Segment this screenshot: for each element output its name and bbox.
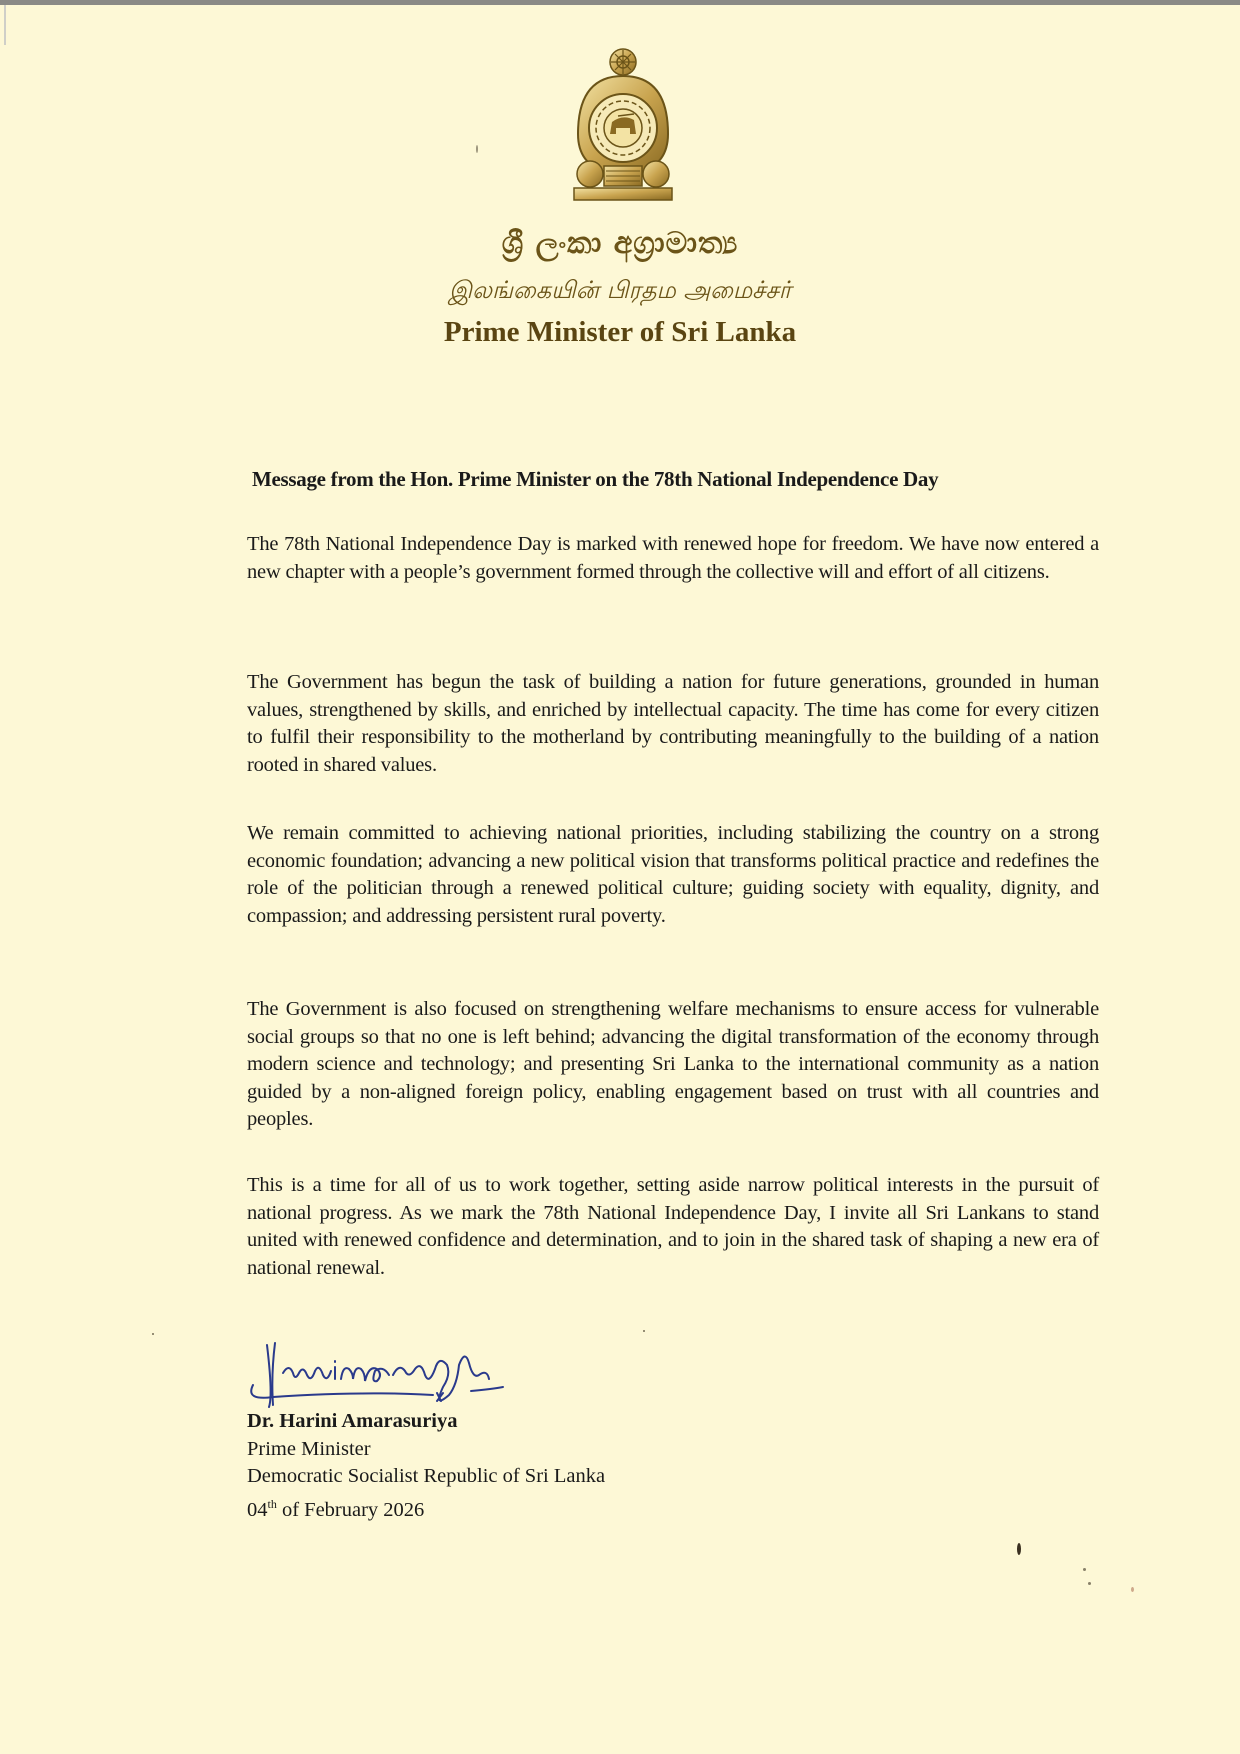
paragraph-2: The Government has begun the task of building a nation for future generations, grounded in human values, strengthened by skills, and enriched by intellectual capacity. The time has come for every citizen to fulfil their responsibility to the motherland by contributing meaningfully to the building of a nation rooted in shared values. — [247, 671, 1099, 776]
paragraph-4: The Government is also focused on strengthening welfare mechanisms to ensure access for vulnerable social groups so that no one is left behind; advancing the digital transformation of the economy through modern science and technology; and presenting Sri Lanka to the international community as a nation guided by a non-aligned foreign policy, enabling engagement based on trust with all countries and peoples. — [247, 998, 1099, 1130]
handwritten-signature — [243, 1335, 573, 1415]
scan-speck — [1088, 1582, 1091, 1585]
date-month-year: of February 2026 — [276, 1498, 425, 1521]
scan-left-edge — [4, 5, 6, 45]
scan-speck — [1083, 1568, 1086, 1571]
state-emblem-icon — [568, 44, 678, 206]
signatory-country: Democratic Socialist Republic of Sri Lanka — [247, 1465, 606, 1487]
signatory-block — [247, 1408, 605, 1524]
date-day: 04 — [247, 1498, 268, 1521]
scan-speck — [476, 145, 478, 153]
paragraph-1: The 78th National Independence Day is marked with renewed hope for freedom. We have now entered a new chapter with a people’s government formed through the collective will and effort of all citizens. — [247, 533, 1099, 583]
paragraph-3: We remain committed to achieving national priorities, including stabilizing the country on a strong economic foundation; advancing a new political vision that transforms political practice and redefines the role of the politician through a renewed political culture; guiding society with equality, dignity, and compassion; and addressing persistent rural poverty. — [247, 822, 1099, 927]
signature-date — [247, 1491, 605, 1524]
scan-speck — [643, 1330, 645, 1332]
scan-speck — [152, 1333, 154, 1335]
scan-speck — [1017, 1543, 1021, 1555]
date-suffix: th — [267, 1496, 277, 1511]
signatory-position: Prime Minister — [247, 1437, 371, 1460]
scan-speck — [1131, 1587, 1134, 1592]
letterhead-english: Prime Minister of Sri Lanka — [443, 316, 797, 348]
letterhead-tamil: இலங்கையின் பிரதம அமைச்சர் — [448, 276, 792, 304]
paragraph-5: This is a time for all of us to work together, setting aside narrow political interests in the pursuit of national progress. As we mark the 78th National Independence Day, I invite all Sri Lankans to stand united with renewed confidence and determination, and to join in the shared task of shaping a new era of national renewal. — [247, 1174, 1099, 1279]
document-title: Message from the Hon. Prime Minister on the 78th National Independence Day — [252, 467, 939, 491]
signatory-name: Dr. Harini Amarasuriya — [247, 1410, 458, 1432]
scan-top-edge — [0, 0, 1240, 5]
letterhead-sinhala: ශ්‍රී ලංකා අග්‍රාමාත්‍ය — [501, 226, 739, 261]
